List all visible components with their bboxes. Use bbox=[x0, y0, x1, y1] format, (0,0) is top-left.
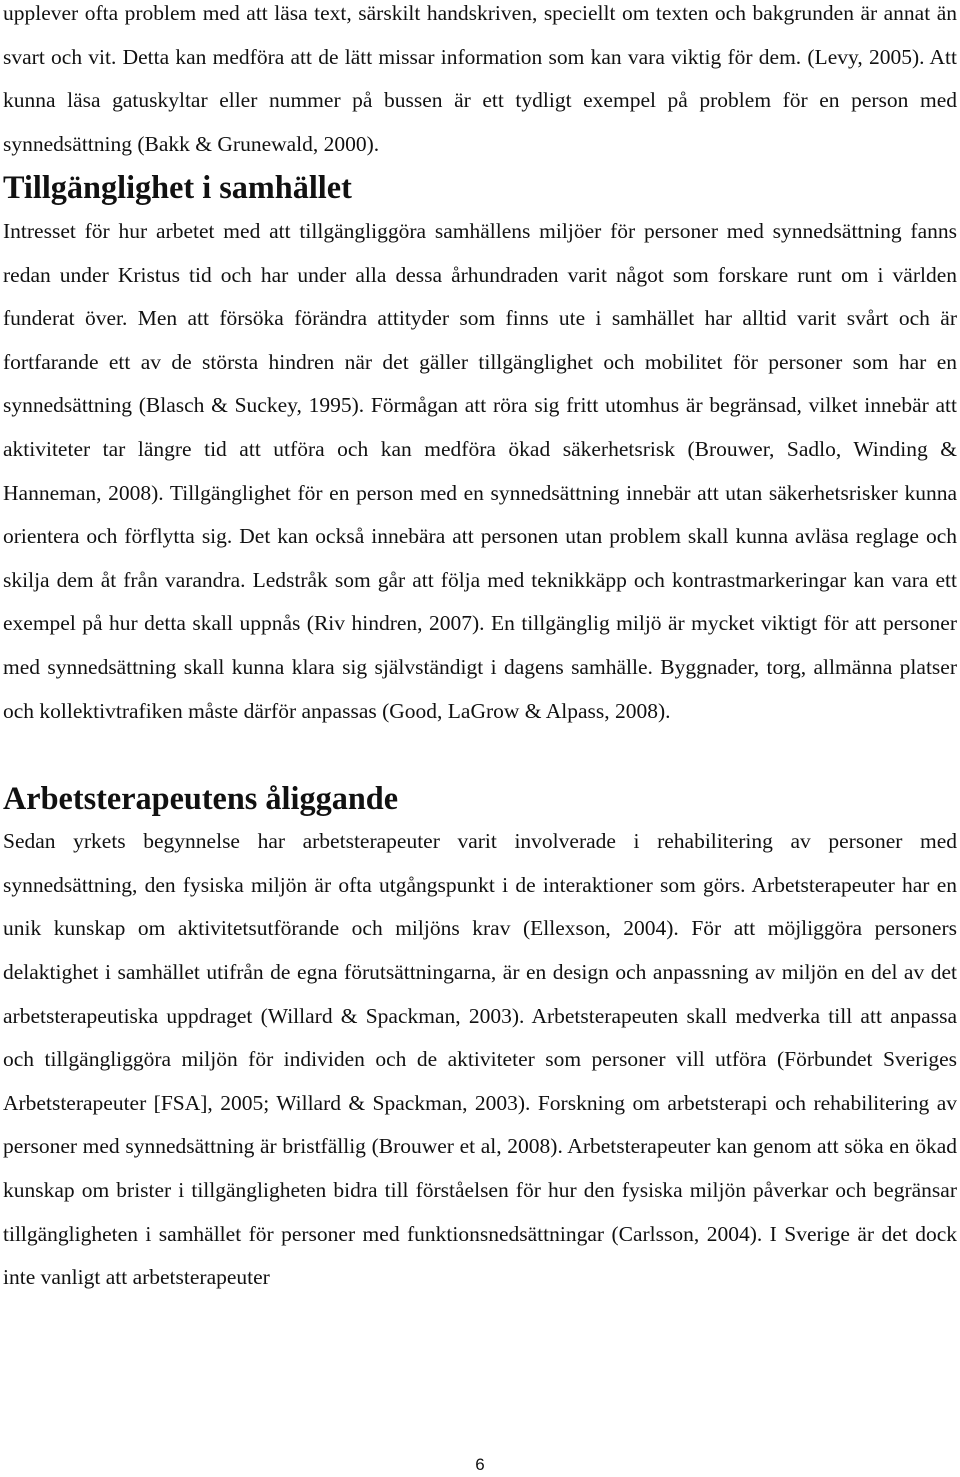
section-body-arbetsterapeutens-aliggande: Sedan yrkets begynnelse har arbetsterapeuter varit involverade i rehabilitering av personer med synnedsättning, den fysiska miljön är ofta utgångspunkt i de interaktioner som görs. Arbetsterapeuter har en unik kunskap om aktivitetsutförande och miljöns krav (Ellexson, 2004). För att möjliggöra personers delaktighet i samhället utifrån de egna förutsättningarna, är en design och anpassning av miljön en del av det arbetsterapeutiska uppdraget (Willard & Spackman, 2003). Arbetsterapeuten skall medverka till att anpassa och tillgängliggöra miljön för individen och de aktiviteter som personer vill utföra (Förbundet Sveriges Arbetsterapeuter [FSA], 2005; Willard & Spackman, 2003). Forskning om arbetsterapi och rehabilitering av personer med synnedsättning är bristfällig (Brouwer et al, 2008). Arbetsterapeuter kan genom att söka en ökad kunskap om brister i tillgängligheten bidra till förståelsen för hur den fysiska miljön påverkar och begränsar tillgängligheten i samhället för personer med funktionsnedsättningar (Carlsson, 2004). I Sverige är det dock inte vanligt att arbetsterapeuter bbox=[3, 829, 957, 1290]
section-spacer bbox=[3, 733, 957, 777]
intro-paragraph: upplever ofta problem med att läsa text, särskilt handskriven, speciellt om texten och bakgrunden är annat än svart och vit. Detta kan medföra att de lätt missar information som kan vara viktig för dem. (Levy, 2005). Att kunna läsa gatuskyltar eller nummer på bussen är ett tydligt exempel på problem för en person med synnedsättning (Bakk & Grunewald, 2000). bbox=[3, 1, 957, 156]
section-heading-tillganglighet: Tillgänglighet i samhället bbox=[3, 169, 352, 206]
page-number: 6 bbox=[475, 1455, 485, 1474]
document-page bbox=[3, 0, 957, 1300]
section-body-tillganglighet: Intresset för hur arbetet med att tillgängliggöra samhällens miljöer för personer med synnedsättning fanns redan under Kristus tid och har under alla dessa århundraden varit något som forskare runt om i världen funderat över. Men att försöka förändra attityder som finns ute i samhället har alltid varit svårt och är fortfarande ett av de största hindren när det gäller tillgänglighet och mobilitet för personer som har en synnedsättning (Blasch & Suckey, 1995). Förmågan att röra sig fritt utomhus är begränsad, vilket innebär att aktiviteter tar längre tid att utföra och kan medföra ökad säkerhetsrisk (Brouwer, Sadlo, Winding & Hanneman, 2008). Tillgänglighet för en person med en synnedsättning innebär att utan säkerhetsrisker kunna orientera och förflytta sig. Det kan också innebära att personen utan problem skall kunna avläsa reglage och skilja dem åt från varandra. Ledstråk som går att följa med teknikkäpp och kontrastmarkeringar kan vara ett exempel på hur detta skall uppnås (Riv hindren, 2007). En tillgänglig miljö är mycket viktigt för att personer med synnedsättning skall kunna klara sig självständigt i dagens samhälle. Byggnader, torg, allmänna platser och kollektivtrafiken måste därför anpassas (Good, LaGrow & Alpass, 2008). bbox=[3, 218, 957, 723]
section-heading-arbetsterapeutens-aliggande: Arbetsterapeutens åliggande bbox=[3, 779, 399, 816]
